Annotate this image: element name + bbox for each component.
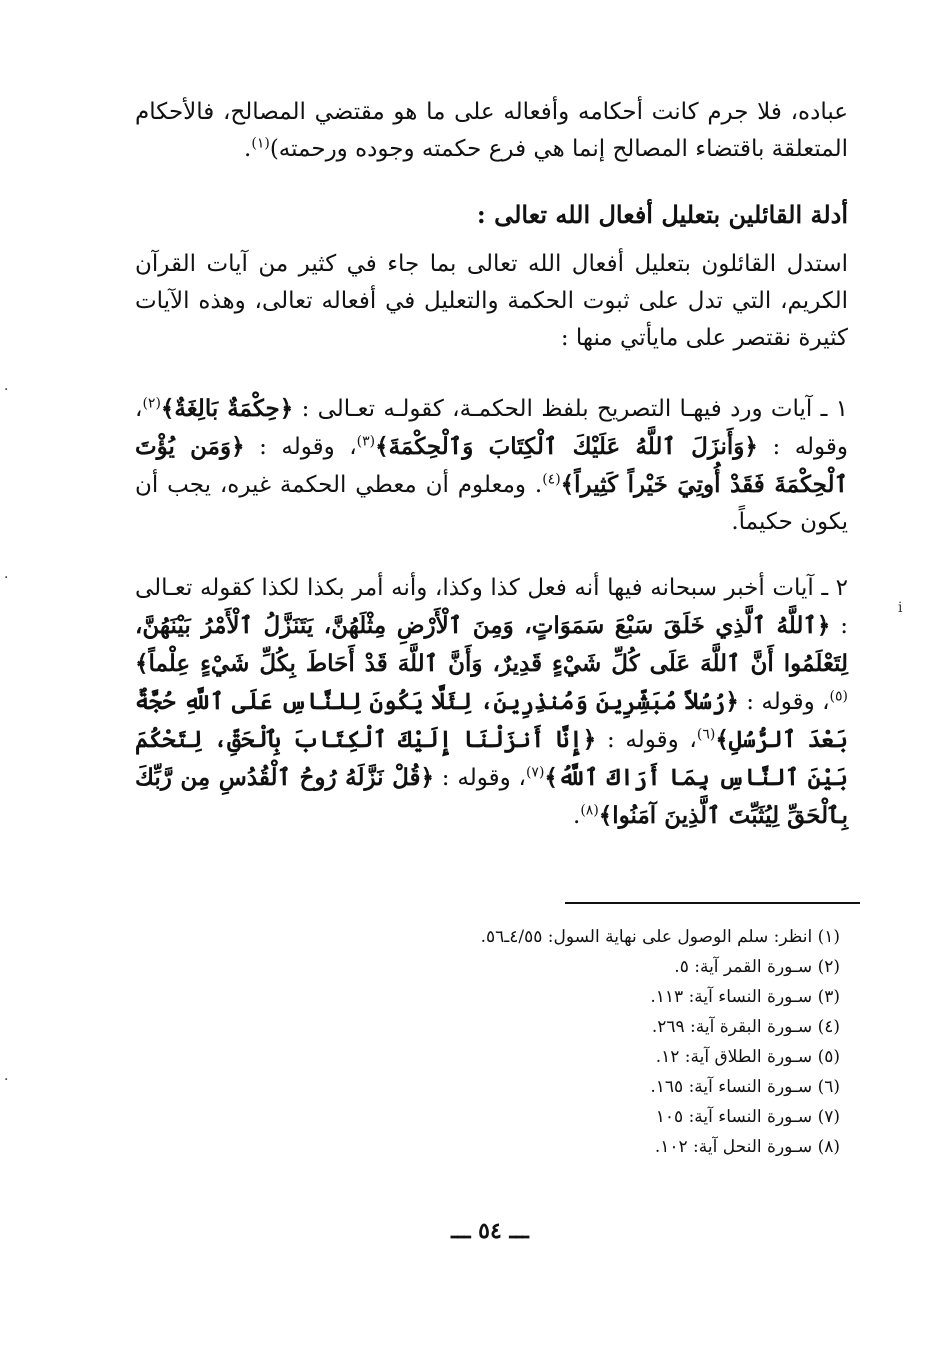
footnotes <box>400 922 840 1162</box>
text: ١ ـ آيات ورد فيهـا التصريح بلفظ الحكمـة، كقولـه تعـالى : <box>301 396 848 422</box>
footnote: (٢) سـورة القمر آية: ٥. <box>674 957 840 977</box>
footnote: (٧) سـورة النساء آية: ١٠٥ <box>655 1107 840 1127</box>
text: ٢ ـ آيات أخبر سبحانه فيها أنه فعل كذا وكذا، وأنه أمر بكذا لكذا كقوله تعـالى : <box>135 575 849 639</box>
footnote: (٨) سـورة النحل آية: ١٠٢. <box>654 1137 840 1157</box>
text: . <box>573 803 581 829</box>
footnote: (٥) سـورة الطلاق آية: ١٢. <box>655 1047 840 1067</box>
footnote-ref: (٢) <box>142 395 161 412</box>
scan-mark: ⅰ <box>898 600 903 616</box>
text: . ومعلوم أن معطي الحكمة غيره، يجب أن يكون حكيماً. <box>135 472 848 535</box>
quran-verse: ﴿ٱللَّهُ ٱلَّذِي خَلَقَ سَبْعَ سَمَوَاتٍ، وَمِنَ ٱلْأَرْضِ مِثْلَهُنَّ، يَتَنَزَّلُ ٱلْأَمْرُ بَيْنَهُنَّ، لِتَعْلَمُوا أَنَّ ٱللَّهَ عَلَى كُلِّ شَيْءٍ قَدِيرٌ، وَأَنَّ ٱللَّهَ قَدْ أَحَاطَ بِكُلِّ شَيْءٍ عِلْماً﴾ <box>135 612 848 677</box>
footnote-ref: (١) <box>251 135 270 152</box>
text: ، وقوله : <box>441 765 526 791</box>
footnote: (٣) سـورة النساء آية: ١١٣. <box>650 987 840 1007</box>
text: عباده، فلا جرم كانت أحكامه وأفعاله على ما هو مقتضي المصالح، فالأحكام المتعلقة باقتضاء المصالح إنما هي فرع حكمته وجوده ورحمته) <box>135 99 848 162</box>
text: ، وقوله : <box>746 689 830 715</box>
footnote-ref: (٦) <box>696 726 716 743</box>
paragraph-item-2 <box>135 570 848 835</box>
footnote-ref: (٨) <box>580 802 599 819</box>
heading-text: أدلة القائلين بتعليل أفعال الله تعالى : <box>476 200 848 229</box>
quran-verse: ﴿وَأَنزَلَ ٱللَّهُ عَلَيْكَ ٱلْكِتَابَ وَٱلْحِكْمَةَ﴾ <box>375 433 758 460</box>
footnote-ref: (٧) <box>525 764 545 781</box>
footnote-divider <box>565 902 860 904</box>
scan-mark: · <box>4 1072 9 1088</box>
scan-mark: · <box>4 570 9 586</box>
quran-verse: ﴿قُلْ نَزَّلَهُ رُوحُ ٱلْقُدُسِ مِن رَّبِّكَ بِٱلْحَقِّ لِيُثَبِّتَ ٱلَّذِينَ آمَنُوا﴾ <box>135 764 848 829</box>
paragraph-item-1 <box>135 390 848 541</box>
footnote: (٦) سـورة النساء آية: ١٦٥. <box>650 1077 840 1097</box>
footnote-ref: (٤) <box>542 471 561 488</box>
page-number: ـــ ٥٤ ـــ <box>451 1218 529 1244</box>
paragraph-evidence-intro <box>135 246 848 357</box>
text: ، وقوله : <box>259 434 357 460</box>
text: ، وقوله : <box>135 396 849 460</box>
footnote-ref: (٣) <box>356 433 376 450</box>
footnote: (٤) سـورة البقرة آية: ٢٦٩. <box>651 1017 840 1037</box>
quran-verse: ﴿إِنَّا أَنزَلْنَا إِلَيْكَ ٱلْكِتَابَ بِٱلْحَقِّ، لِتَحْكُمَ بَيْنَ ٱلنَّاسِ بِمَا أَرَاكَ ٱللَّهُ﴾ <box>135 726 849 791</box>
footnote: (١) انظر: سلم الوصول على نهاية السول: ٤/٥٥ـ٥٦. <box>480 927 840 947</box>
paragraph-intro <box>135 94 848 168</box>
footnote-ref: (٥) <box>829 688 848 705</box>
section-heading <box>135 196 848 233</box>
paragraph-text: استدل القائلون بتعليل أفعال الله تعالى بما جاء في كثير من آيات القرآن الكريم، التي تدل على ثبوت الحكمة والتعليل في أفعاله تعالى، وهذه الآيات كثيرة نقتصر على مايأتي منها : <box>135 251 848 351</box>
quran-verse: ﴿رُسُلاً مُبَشِّرِينَ وَمُنذِرِينَ، لِئَلَّا يَكُونَ لِلنَّاسِ عَلَى ٱللَّهِ حُجَّةٌ بَعْدَ ٱلرُّسُلِ﴾ <box>135 688 849 753</box>
quran-verse: ﴿وَمَن يُؤْتَ ٱلْحِكْمَةَ فَقَدْ أُوتِيَ خَيْراً كَثِيراً﴾ <box>135 433 848 498</box>
text: ، وقوله : <box>606 727 697 753</box>
quran-verse: ﴿حِكْمَةٌ بَالِغَةٌ﴾ <box>160 395 294 422</box>
text: . <box>244 136 252 162</box>
scan-mark: · <box>4 382 9 398</box>
